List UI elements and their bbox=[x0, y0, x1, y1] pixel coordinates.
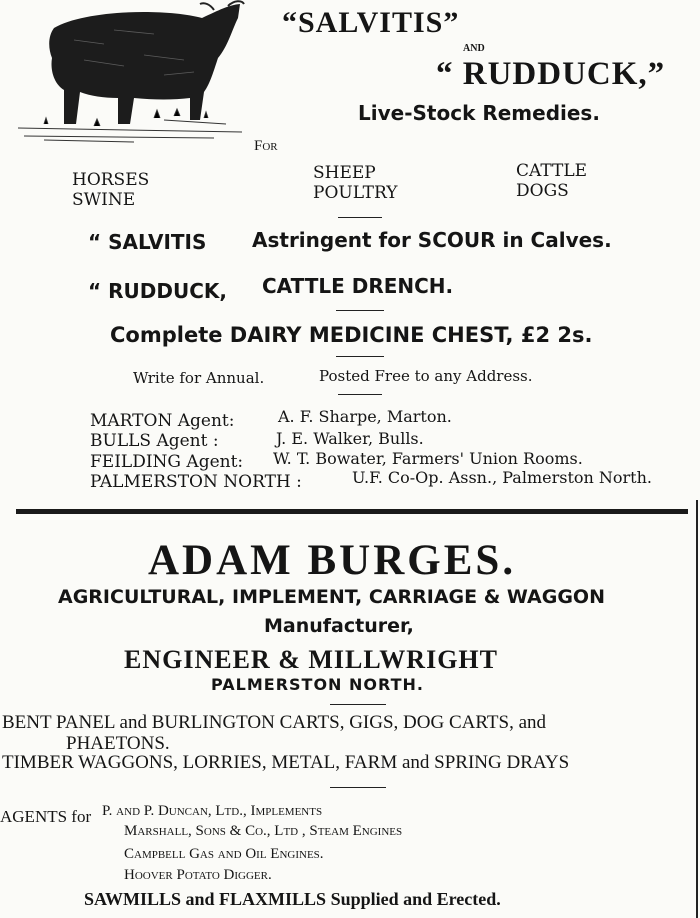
product-salvitis-desc: Astringent for SCOUR in Calves. bbox=[252, 228, 612, 252]
agents-item-marshall: Marshall, Sons & Co., Ltd , Steam Engines bbox=[124, 823, 403, 839]
section-separator bbox=[16, 509, 688, 514]
agent-marton-place: MARTON Agent: bbox=[90, 411, 235, 431]
cattle-illustration bbox=[14, 0, 246, 148]
divider bbox=[336, 310, 384, 311]
animal-sheep: SHEEP bbox=[313, 163, 376, 183]
border-line bbox=[696, 500, 698, 918]
divider bbox=[338, 217, 382, 218]
animal-swine: SWINE bbox=[72, 190, 136, 210]
carts-line-1: BENT PANEL and BURLINGTON CARTS, GIGS, DOG CARTS, and bbox=[2, 712, 546, 733]
divider bbox=[330, 704, 386, 705]
agent-feilding-place: FEILDING Agent: bbox=[90, 452, 244, 472]
title-rudduck: “ RUDDUCK,” bbox=[436, 56, 666, 92]
write-for-annual: Write for Annual. bbox=[133, 369, 265, 387]
animal-cattle: CATTLE bbox=[516, 161, 588, 181]
carts-line-2: PHAETONS. bbox=[66, 733, 170, 754]
divider bbox=[330, 787, 386, 788]
agent-palmerston-name: U.F. Co-Op. Assn., Palmerston North. bbox=[352, 468, 652, 487]
product-salvitis-name: “ SALVITIS bbox=[88, 230, 207, 254]
palmerston-north: PALMERSTON NORTH. bbox=[211, 675, 424, 694]
adam-burges-title: ADAM BURGES. bbox=[148, 537, 517, 584]
agent-bulls-place: BULLS Agent : bbox=[90, 431, 219, 451]
agents-item-campbell: Campbell Gas and Oil Engines. bbox=[124, 846, 324, 862]
carts-line-3: TIMBER WAGGONS, LORRIES, METAL, FARM and SPRING DRAYS bbox=[2, 752, 570, 773]
animal-dogs: DOGS bbox=[516, 181, 569, 201]
tagline: Live-Stock Remedies. bbox=[358, 101, 600, 125]
manufacturer-word: Manufacturer, bbox=[264, 615, 414, 637]
agent-marton-name: A. F. Sharpe, Marton. bbox=[278, 407, 452, 426]
divider bbox=[336, 356, 384, 357]
dairy-chest-line: Complete DAIRY MEDICINE CHEST, £2 2s. bbox=[110, 323, 593, 347]
agents-item-duncan: P. and P. Duncan, Ltd., Implements bbox=[102, 803, 323, 819]
manufacturer-line: AGRICULTURAL, IMPLEMENT, CARRIAGE & WAGGON bbox=[58, 586, 605, 608]
agent-bulls-name: J. E. Walker, Bulls. bbox=[276, 429, 424, 448]
posted-free: Posted Free to any Address. bbox=[319, 367, 533, 385]
agents-item-hoover: Hoover Potato Digger. bbox=[124, 867, 272, 883]
title-and: AND bbox=[463, 43, 485, 54]
sawmills-line: SAWMILLS and FLAXMILLS Supplied and Erected. bbox=[84, 889, 501, 909]
title-salvitis: “SALVITIS” bbox=[282, 6, 460, 39]
agent-palmerston-place: PALMERSTON NORTH : bbox=[90, 472, 302, 492]
animal-horses: HORSES bbox=[72, 170, 150, 190]
animal-poultry: POULTRY bbox=[313, 183, 398, 203]
product-rudduck-name: “ RUDDUCK, bbox=[88, 279, 227, 303]
for-label: For bbox=[254, 138, 278, 154]
product-rudduck-desc: CATTLE DRENCH. bbox=[262, 274, 454, 298]
divider bbox=[338, 394, 382, 395]
engineer-line: ENGINEER & MILLWRIGHT bbox=[124, 645, 498, 674]
agent-feilding-name: W. T. Bowater, Farmers' Union Rooms. bbox=[273, 449, 583, 468]
agents-label: AGENTS for bbox=[0, 807, 92, 826]
